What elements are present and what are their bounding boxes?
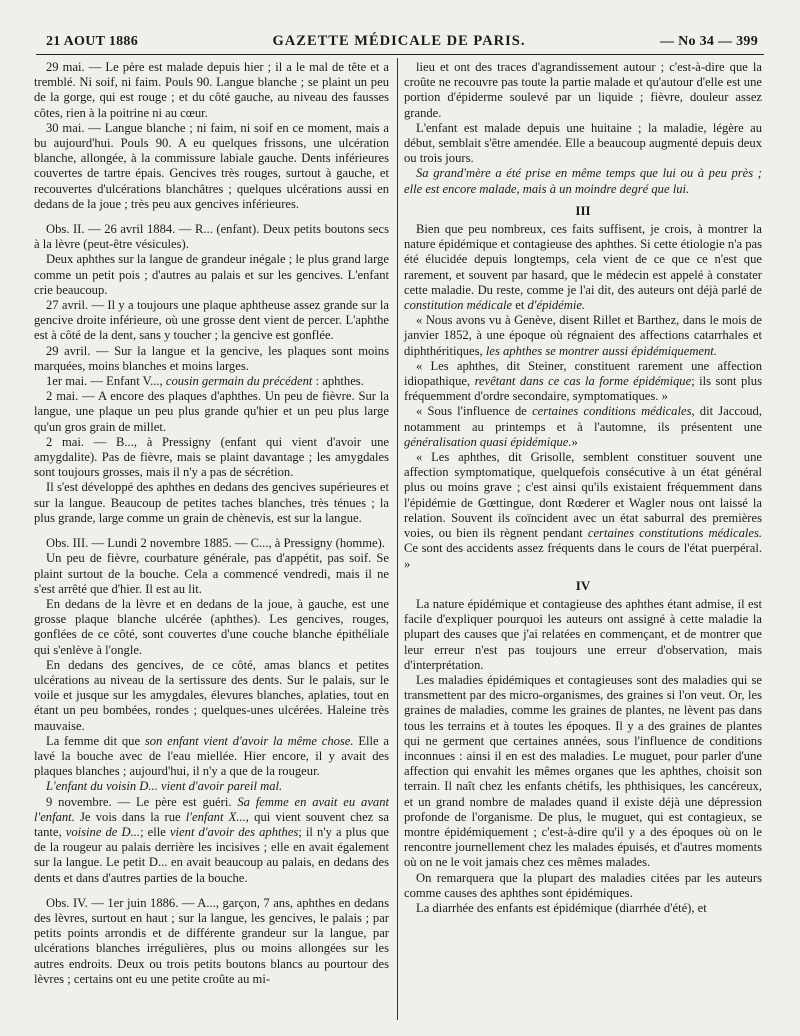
column-divider: [397, 58, 398, 1020]
page-header: [46, 28, 758, 50]
observation-heading: Obs. II. — 26 avril 1884. — R... (enfant). Deux petits boutons secs à la lèvre (peut-être vésicules).: [34, 222, 389, 252]
paragraph: L'enfant est malade depuis une huitaine ; la maladie, légère au début, semblait s'être amendée. Elle a beaucoup augmenté depuis deux ou trois jours.: [404, 120, 762, 166]
paragraph: Bien que peu nombreux, ces faits suffisent, je crois, à montrer la nature épidémique et contagieuse des aphthes. Si cette étiologie n'a pas été élucidée depuis longtemps, cela vient de ce que ce n'est que rarement, et souvent par hasard, que le médecin est appelé à constater cette maladie. Du reste, comme je l'ai dit, des auteurs ont déjà parlé de constitution médicale et d'épidémie.: [404, 222, 762, 313]
issue-page-number: — No 34 — 399: [659, 34, 758, 49]
left-column: [34, 60, 389, 987]
paragraph: L'enfant du voisin D... vient d'avoir pareil mal.: [46, 779, 283, 794]
paragraph: 27 avril. — Il y a toujours une plaque aphtheuse assez grande sur la gencive droite inférieure, où une grosse dent vient de percer. L'aphthe est à côté de la dent, sans y toucher ; la gencive est gonflée.: [34, 298, 389, 343]
paragraph: 30 mai. — Langue blanche ; ni faim, ni soif en ce moment, mais a bu aujourd'hui. Pouls 90. A eu quelques frissons, une ulcération blanche, allongée, à la commissure labiale gauche. Dents inférieures couvertes de tartre épais. Gencives très rouges, surtout à gauche, et recouvertes d'ulcérations blanchâtres ; quelques ulcérations aussi en dedans de la joue ; très peu aux gencives inférieures.: [34, 120, 389, 211]
paragraph: Un peu de fièvre, courbature générale, pas d'appétit, pas soif. Se plaint surtout de la bouche. Cela a commencé vendredi, mais il ne s'est arrêté que d'hier. Il est au lit.: [34, 551, 389, 596]
paragraph: La diarrhée des enfants est épidémique (diarrhée d'été), et: [416, 900, 707, 915]
paragraph: 29 avril. — Sur la langue et la gencive, les plaques sont moins marquées, moins blanches et moins larges.: [34, 343, 389, 373]
quotation: « Nous avons vu à Genève, disent Rillet et Barthez, dans le mois de janvier 1852, à une époque où régnaient des affections catarrhales et diphthéritiques, les aphthes se montrer aussi épidémiquement.: [404, 313, 762, 358]
paragraph: lieu et ont des traces d'agrandissement autour ; c'est-à-dire que la croûte ne recouvre pas toute la partie malade et qu'autour d'elle est une portion d'épiderme soulevé par un liquide ; fièvre, douleur assez grande.: [404, 60, 762, 120]
paragraph: Sa grand'mère a été prise en même temps que lui ou à peu près ; elle est encore malade, mais à un moindre degré que lui.: [404, 166, 762, 196]
paragraph: On remarquera que la plupart des maladies citées par les auteurs comme causes des aphthes sont épidémiques.: [404, 870, 762, 900]
paragraph: 2 mai. — B..., à Pressigny (enfant qui vient d'avoir une amygdalite). Pas de fièvre, mais se plaint davantage ; les amygdales sont toujours grosses, mais il n'y a pas de sécrétion.: [34, 434, 389, 480]
observation-heading: Obs. IV. — 1er juin 1886. — A..., garçon, 7 ans, aphthes en dedans des lèvres, surtout en haut ; sur la langue, les gencives, le palais ; par petits points arrondis et de différente grandeur sur la langue, par ulcérations blanches irrégulières, plus ou moins allongées sur les autres endroits. Deux ou trois petits boutons blancs au pourtour des lèvres ; certains ont eu une petite croûte au mi-: [34, 895, 389, 986]
paragraph: Les maladies épidémiques et contagieuses sont des maladies qui se transmettent par des micro-organismes, des graines si l'on veut. Or, les graines de maladies, comme les graines de plantes, ne lèvent pas dans tous les terrains et à toutes les époques. Il y a des graines de plantes qui ne germent que certaines années, sous l'influence de conditions inconnues : ainsi il en est des maladies. Le muguet, pour parler d'une affection qui envahit les mêmes organes que les aphthes, choisit son terrain. Il naît chez les enfants chétifs, les phthisiques, les cancéreux, et un grand nombre de malades quand il existe déjà une dépression profonde de l'organisme. De plus, le muguet, qui est contagieux, se montre épidémiquement ; c'est-à-dire qu'il y a des époques où on le rencontre journellement chez les malades épuisés, et d'autres moments où on ne le voit jamais chez ces mêmes malades.: [404, 672, 762, 870]
section-number: III: [575, 202, 591, 218]
header-rule: [36, 54, 764, 55]
quotation: « Les aphthes, dit Grisolle, semblent constituer souvent une affection symptomatique, quelquefois consécutive à un état général plus ou moins grave ; c'est ainsi qu'ils existaient fréquemment dans l'épidémie de Gœttingue, dont Rœderer et Wagler nous ont laissé la relation. Souvent ils coïncident avec un état saburral des premières voies, ou bien ils règnent pendant certaines constitutions médicales. Ce sont des accidents assez fréquents dans le cours de l'état puerpéral. »: [404, 450, 762, 571]
paragraph: La nature épidémique et contagieuse des aphthes étant admise, il est facile d'expliquer pourquoi les auteurs ont assigné à cette maladie la plupart des causes que j'ai relatées en commençant, et de montrer que leur erreur n'est pas toujours une erreur d'observation, mais d'interprétation.: [404, 596, 762, 672]
paragraph: La femme dit que son enfant vient d'avoir la même chose. Elle a lavé la bouche avec de l'eau miellée. Hier encore, il y avait des plaques blanches ; aujourd'hui, il n'y a que de la rougeur.: [34, 733, 389, 779]
quotation: « Les aphthes, dit Steiner, constituent rarement une affection idiopathique, revêtant dans ce cas la forme épidémique; ils sont plus fréquemment d'ordre secondaire, symptomatiques. »: [404, 358, 762, 404]
section-number: IV: [575, 577, 591, 593]
paragraph: Il s'est développé des aphthes en dedans des gencives supérieures et sur la langue. Beaucoup de petites taches blanches, très ténues ; la plus grande, large comme un grain de chènevis, est sur la langue.: [34, 480, 389, 525]
paragraph: 1er mai. — Enfant V..., cousin germain du précédent : aphthes.: [46, 374, 364, 389]
quotation: « Sous l'influence de certaines conditions médicales, dit Jaccoud, notamment au printemps et à l'automne, ils présentent une généralisation quasi épidémique.»: [404, 404, 763, 449]
header-date: 21 AOUT 1886: [46, 34, 139, 49]
paragraph: 29 mai. — Le père est malade depuis hier ; il a le mal de tête et a tremblé. Ni soif, ni faim. Pouls 90. Langue blanche ; se plaint un peu de la gorge, qui est rouge ; et du côté gauche, au niveau des fausses côtes, rien à la poitrine ni au cœur.: [34, 60, 389, 120]
journal-title: GAZETTE MÉDICALE DE PARIS.: [272, 33, 526, 49]
paragraph: 9 novembre. — Le père est guéri. Sa femme en avait eu avant l'enfant. Je vois dans la rue l'enfant X..., qui vient souvent chez sa tante, voisine de D...; elle vient d'avoir des aphthes; il n'y a plus que de la rougeur au palais derrière les incisives ; elle en avait également sur la langue. Le petit D... en avait beaucoup au palais, en dedans des dents et dans d'autres parties de la bouche.: [34, 794, 389, 885]
observation-heading: Obs. III. — Lundi 2 novembre 1885. — C..., à Pressigny (homme).: [46, 536, 385, 551]
paragraph: En dedans de la lèvre et en dedans de la joue, à gauche, est une grosse plaque blanche ulcérée (aphthes). Les gencives, rouges, gonflées de ce côté, sont couvertes d'une couche blanche épithéliale qui s'enlève à l'ongle.: [34, 596, 389, 657]
paragraph: 2 mai. — A encore des plaques d'aphthes. Un peu de fièvre. Sur la langue, une plaque un peu plus grande qu'hier et un peu plus large qu'un gros grain de millet.: [34, 389, 389, 434]
right-column: [404, 60, 762, 916]
paragraph: En dedans des gencives, de ce côté, amas blancs et petites ulcérations au niveau de la sertissure des dents. Sur le palais, sur le voile et jusque sur les amygdales, élevures blanches, aplaties, tout en étant un peu bombées, rondes ; quelques-unes ulcérées. Haleine très mauvaise.: [34, 657, 389, 733]
paragraph: Deux aphthes sur la langue de grandeur inégale ; le plus grand large comme un petit pois ; d'autres au palais et sur les gencives. L'enfant crie beaucoup.: [34, 252, 389, 297]
